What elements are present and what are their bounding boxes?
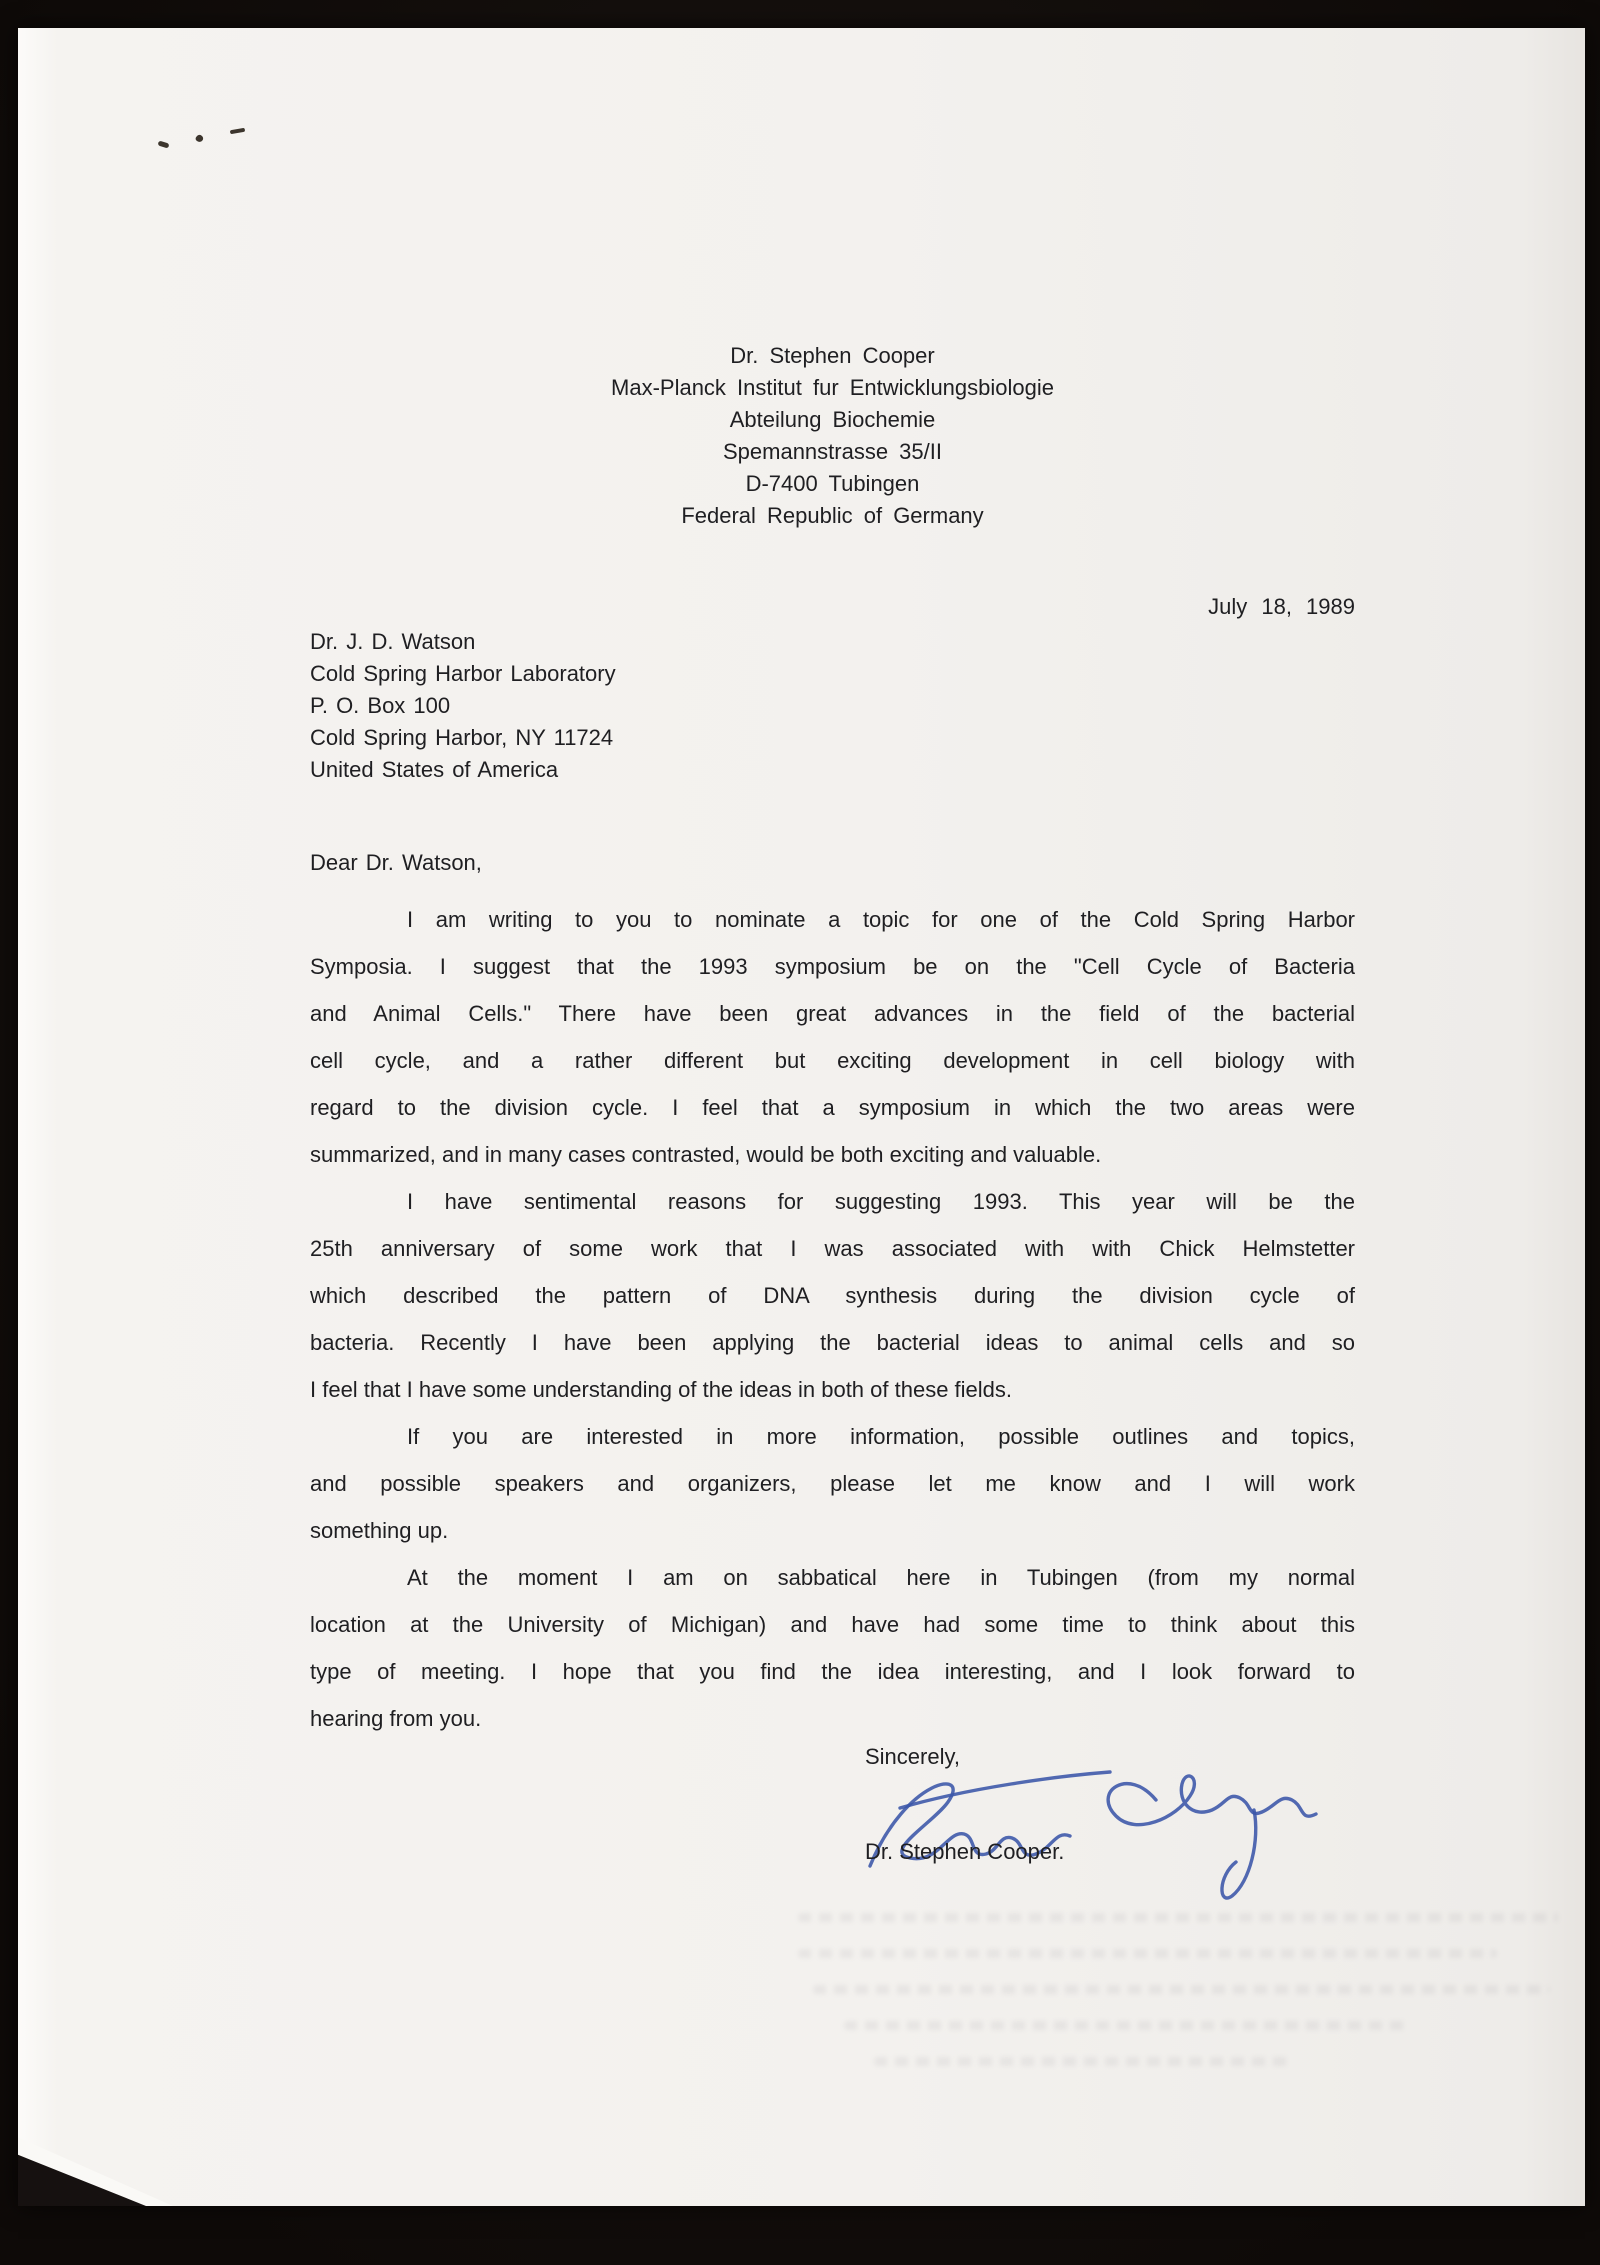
sender-line: Abteilung Biochemie [729,407,936,432]
letter-date: July 18, 1989 [1208,594,1355,619]
typed-signature-name: Dr. Stephen Cooper. [865,1839,1065,1864]
body-line: cell cycle, and a rather different but exciting development in cell biology with [310,1048,1355,1073]
body-line: type of meeting. I hope that you find the idea interesting, and I look forward to [310,1659,1355,1684]
recipient-line: Dr. J. D. Watson [310,629,476,654]
body-line: If you are interested in more information, possible outlines and topics, [407,1424,1355,1449]
sender-line: Spemannstrasse 35/II [722,439,942,464]
sender-line: D-7400 Tubingen [745,471,920,496]
body-line: Symposia. I suggest that the 1993 symposium be on the "Cell Cycle of Bacteria [310,954,1355,979]
sender-line: Dr. Stephen Cooper [730,343,935,368]
sender-line: Federal Republic of Germany [681,503,984,528]
body-line: and possible speakers and organizers, please let me know and I will work [310,1471,1355,1496]
recipient-line: Cold Spring Harbor, NY 11724 [310,725,614,750]
body-line: hearing from you. [310,1706,482,1731]
body-line: something up. [310,1518,449,1543]
body-line: I am writing to you to nominate a topic for one of the Cold Spring Harbor [407,907,1355,932]
closing: Sincerely, [865,1744,960,1769]
body-line: At the moment I am on sabbatical here in Tubingen (from my normal [407,1565,1355,1590]
letter-paper [18,28,1585,2206]
body-line: I have sentimental reasons for suggesting 1993. This year will be the [407,1189,1355,1214]
body-line: bacteria. Recently I have been applying the bacterial ideas to animal cells and so [310,1330,1355,1355]
body-line: location at the University of Michigan) and have had some time to think about this [310,1612,1355,1637]
body-line: regard to the division cycle. I feel that a symposium in which the two areas were [310,1095,1355,1120]
pen-mark [230,128,245,135]
sender-line: Max-Planck Institut fur Entwicklungsbiologie [611,375,1054,400]
recipient-line: P. O. Box 100 [310,693,451,718]
body-line: which described the pattern of DNA synthesis during the division cycle of [310,1283,1355,1308]
body-line: summarized, and in many cases contrasted, would be both exciting and valuable. [310,1142,1102,1167]
body-line: 25th anniversary of some work that I was associated with with Chick Helmstetter [310,1236,1355,1261]
sender-address-block [310,340,1355,532]
page-bleed-through [798,1913,1558,2113]
letter-body [310,896,1355,1742]
pen-mark [157,140,169,148]
pen-mark [195,134,205,144]
body-line: and Animal Cells." There have been great advances in the field of the bacterial [310,1001,1355,1026]
salutation: Dear Dr. Watson, [310,850,482,875]
recipient-line: United States of America [310,757,559,782]
recipient-address-block [310,626,1355,786]
recipient-line: Cold Spring Harbor Laboratory [310,661,616,686]
body-line: I feel that I have some understanding of the ideas in both of these fields. [310,1377,1013,1402]
